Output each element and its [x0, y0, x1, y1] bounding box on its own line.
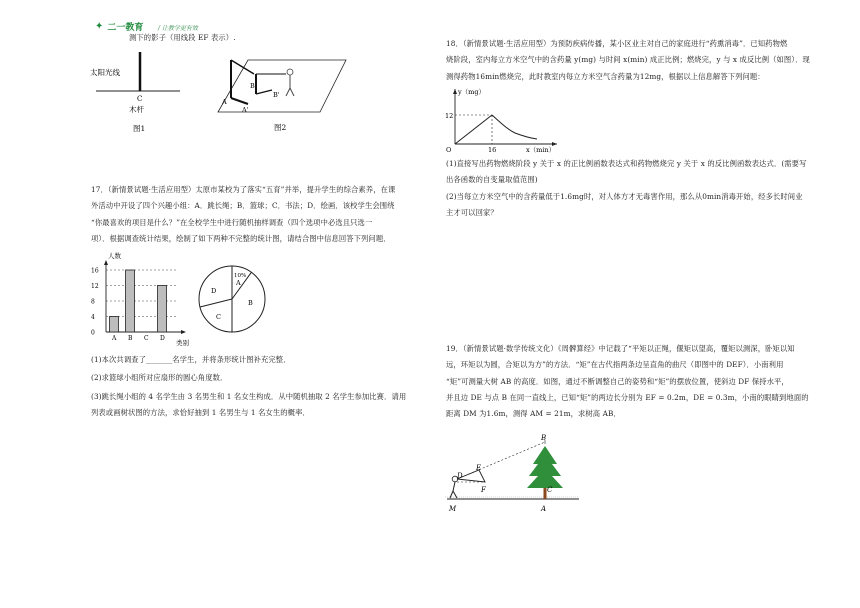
q19-line: 19．（新情景试题·数学传统文化）《周髀算经》中记载了“平矩以正绳，偃矩以望高，覆矩以测深，卧矩以知	[446, 344, 795, 353]
q18-line: 烧阶段，室内每立方米空气中的含药量 y(mg) 与时间 x(min) 成正比例；燃烧完，y 与 x 成反比例（如图）．现	[446, 55, 810, 65]
figure-2	[212, 54, 352, 134]
fig2-caption: 图2	[274, 123, 287, 132]
q18-sub-2: (2)当每立方米空气中的含药量低于1.6mg时，对人体方才无毒害作用，那么从0min消毒开始，经多长时间业	[446, 191, 803, 201]
x-tick-label: A	[112, 335, 117, 342]
q19-line: 远，环矩以为圆，合矩以为方”的方法．“矩”在古代指两条边呈直角的曲尺（即图中的 DEF）．小南利用	[446, 360, 784, 370]
q19-line: 距离 DM 为1.6m，测得 AM = 21m，求树高 AB．	[446, 409, 621, 419]
q19-figure	[443, 432, 583, 516]
brand-slogan: / 让教学更有效	[158, 25, 198, 32]
shadow-aa	[231, 98, 248, 104]
plane	[218, 60, 346, 112]
shadow-bb	[256, 90, 272, 94]
tree-crown	[527, 446, 563, 488]
q17-stem	[91, 184, 421, 244]
y-tick-label: 12	[91, 283, 99, 290]
fig1-caption: 图1	[133, 124, 146, 133]
label-e: E	[476, 464, 482, 472]
q18-sub-1: (1)直接写出药物燃烧阶段 y 关于 x 的正比例函数表达式和药物燃烧完 y 关于 x 的反比例函数表达式．(需要写	[446, 159, 807, 168]
q17-bar-chart	[88, 250, 198, 348]
pie-label-d: D	[211, 287, 217, 295]
q18-sub-1b: 出各函数的自变量取值范围)	[446, 175, 538, 185]
q17-subquestions	[91, 354, 421, 418]
proportional-segment	[455, 115, 492, 144]
pole-label: 木杆	[129, 105, 144, 114]
pie-label-b: B	[248, 299, 253, 307]
label-a-prime: A'	[242, 106, 249, 114]
q17-line: 外活动中开设了四个兴趣小组：A．跳长绳；B．篮球；C．书法；D．绘画．该校学生会围绕	[91, 201, 395, 211]
q17-sub-3: (3)跳长绳小组的 4 名学生由 3 名男生和 1 名女生构成．从中随机抽取 2 名学生参加比赛．请用	[91, 391, 407, 401]
y-tick-label: 16	[91, 267, 99, 275]
label-b-prime: B'	[273, 91, 280, 99]
y-tick-label: 4	[91, 314, 95, 321]
y-tick-label: 0	[91, 329, 95, 337]
prev-question-tail: 测下的影子（用线段 EF 表示）.	[129, 33, 236, 42]
bar-A	[110, 317, 119, 333]
pie-label-a: A	[236, 279, 241, 287]
y-axis-arrow	[104, 260, 108, 265]
q17-line: 17．（新情景试题·生活应用型）太原市某校为了落实“五育”并举，提升学生的综合素养，在课	[91, 185, 396, 194]
person-leg-right	[290, 88, 294, 96]
brand-name: 二一教育	[107, 23, 144, 33]
pie-label-c: C	[216, 313, 221, 321]
y-axis-arrow	[453, 89, 457, 94]
q18-stem	[446, 38, 826, 82]
q18-function-graph	[443, 86, 563, 154]
graph-origin: O	[446, 146, 452, 154]
x-tick-label: B	[128, 335, 133, 342]
x-tick-label: C	[144, 335, 149, 342]
label-b: B	[541, 434, 547, 442]
q17-sub-1: (1)本次共调查了_______名学生，并将条形统计图补充完整．	[91, 355, 291, 364]
light-ray	[231, 60, 254, 74]
x-axis-label: 类别	[176, 339, 189, 347]
label-b: B	[250, 82, 255, 90]
person-head	[287, 69, 293, 75]
graph-y-tick: 12	[445, 112, 454, 120]
q18-line: 18．（新情景试题·生活应用型）为预防疾病传播，某小区业主对自己的家庭进行“药熏消毒”．已知药物燃	[446, 39, 788, 48]
bar-B	[126, 270, 135, 332]
q18-line: 测得药物16min燃烧完，此时教室内每立方米空气含药量为12mg，根据以上信息解答下列问题：	[446, 71, 765, 81]
figure-1	[88, 46, 188, 138]
label-c: C	[137, 95, 143, 103]
label-c: C	[547, 486, 553, 494]
y-axis-label: 人数	[108, 252, 121, 260]
q18-sub-2b: 主才可以回家？	[446, 207, 498, 217]
q17-sub-3b: 列表或画树状图的方法，求恰好抽到 1 名男生与 1 名女生的概率．	[91, 407, 310, 417]
q17-line: “你最喜欢的项目是什么？”在全校学生中进行随机抽样调查（四个选项中必选且只选一	[91, 217, 373, 227]
inverse-curve	[492, 115, 537, 139]
person-leg-left	[286, 88, 290, 96]
graph-x-label: x（min）	[526, 146, 556, 154]
x-tick-label: D	[160, 335, 165, 342]
graph-y-label: y（mg）	[458, 88, 485, 96]
q18-subquestions	[446, 158, 826, 218]
q17-sub-2: (2)求篮球小组所对应扇形的圆心角度数．	[91, 373, 228, 383]
sun-label: 太阳光线	[90, 68, 120, 77]
q19-stem	[446, 343, 826, 419]
q17-pie-chart	[196, 263, 268, 335]
label-m: M	[449, 505, 457, 513]
label-a: A	[541, 505, 547, 513]
pie-percent-label: 10%	[234, 273, 247, 279]
runner-icon: ✦	[95, 21, 104, 32]
q17-line: 项）．根据调查统计结果，绘制了如下两种不完整的统计图，请结合图中信息回答下列问题．	[91, 233, 391, 243]
label-f: F	[481, 486, 486, 494]
graph-x-tick: 16	[488, 146, 497, 154]
label-a: A	[222, 98, 227, 106]
x-axis-arrow	[181, 330, 186, 334]
person-body	[453, 482, 455, 491]
y-tick-label: 8	[91, 298, 95, 306]
q19-line: “矩”可测量大树 AB 的高度．如图，通过不断调整自己的姿势和“矩”的摆放位置，使斜边 DF 保持水平，	[446, 376, 789, 386]
label-d: D	[457, 472, 463, 480]
q19-line: 并且边 DE 与点 B 在同一直线上，已知“矩”的两边长分别为 EF = 0.2m，DE = 0.3m，小南的眼睛到地面的	[446, 392, 809, 402]
bar-D	[158, 286, 167, 333]
